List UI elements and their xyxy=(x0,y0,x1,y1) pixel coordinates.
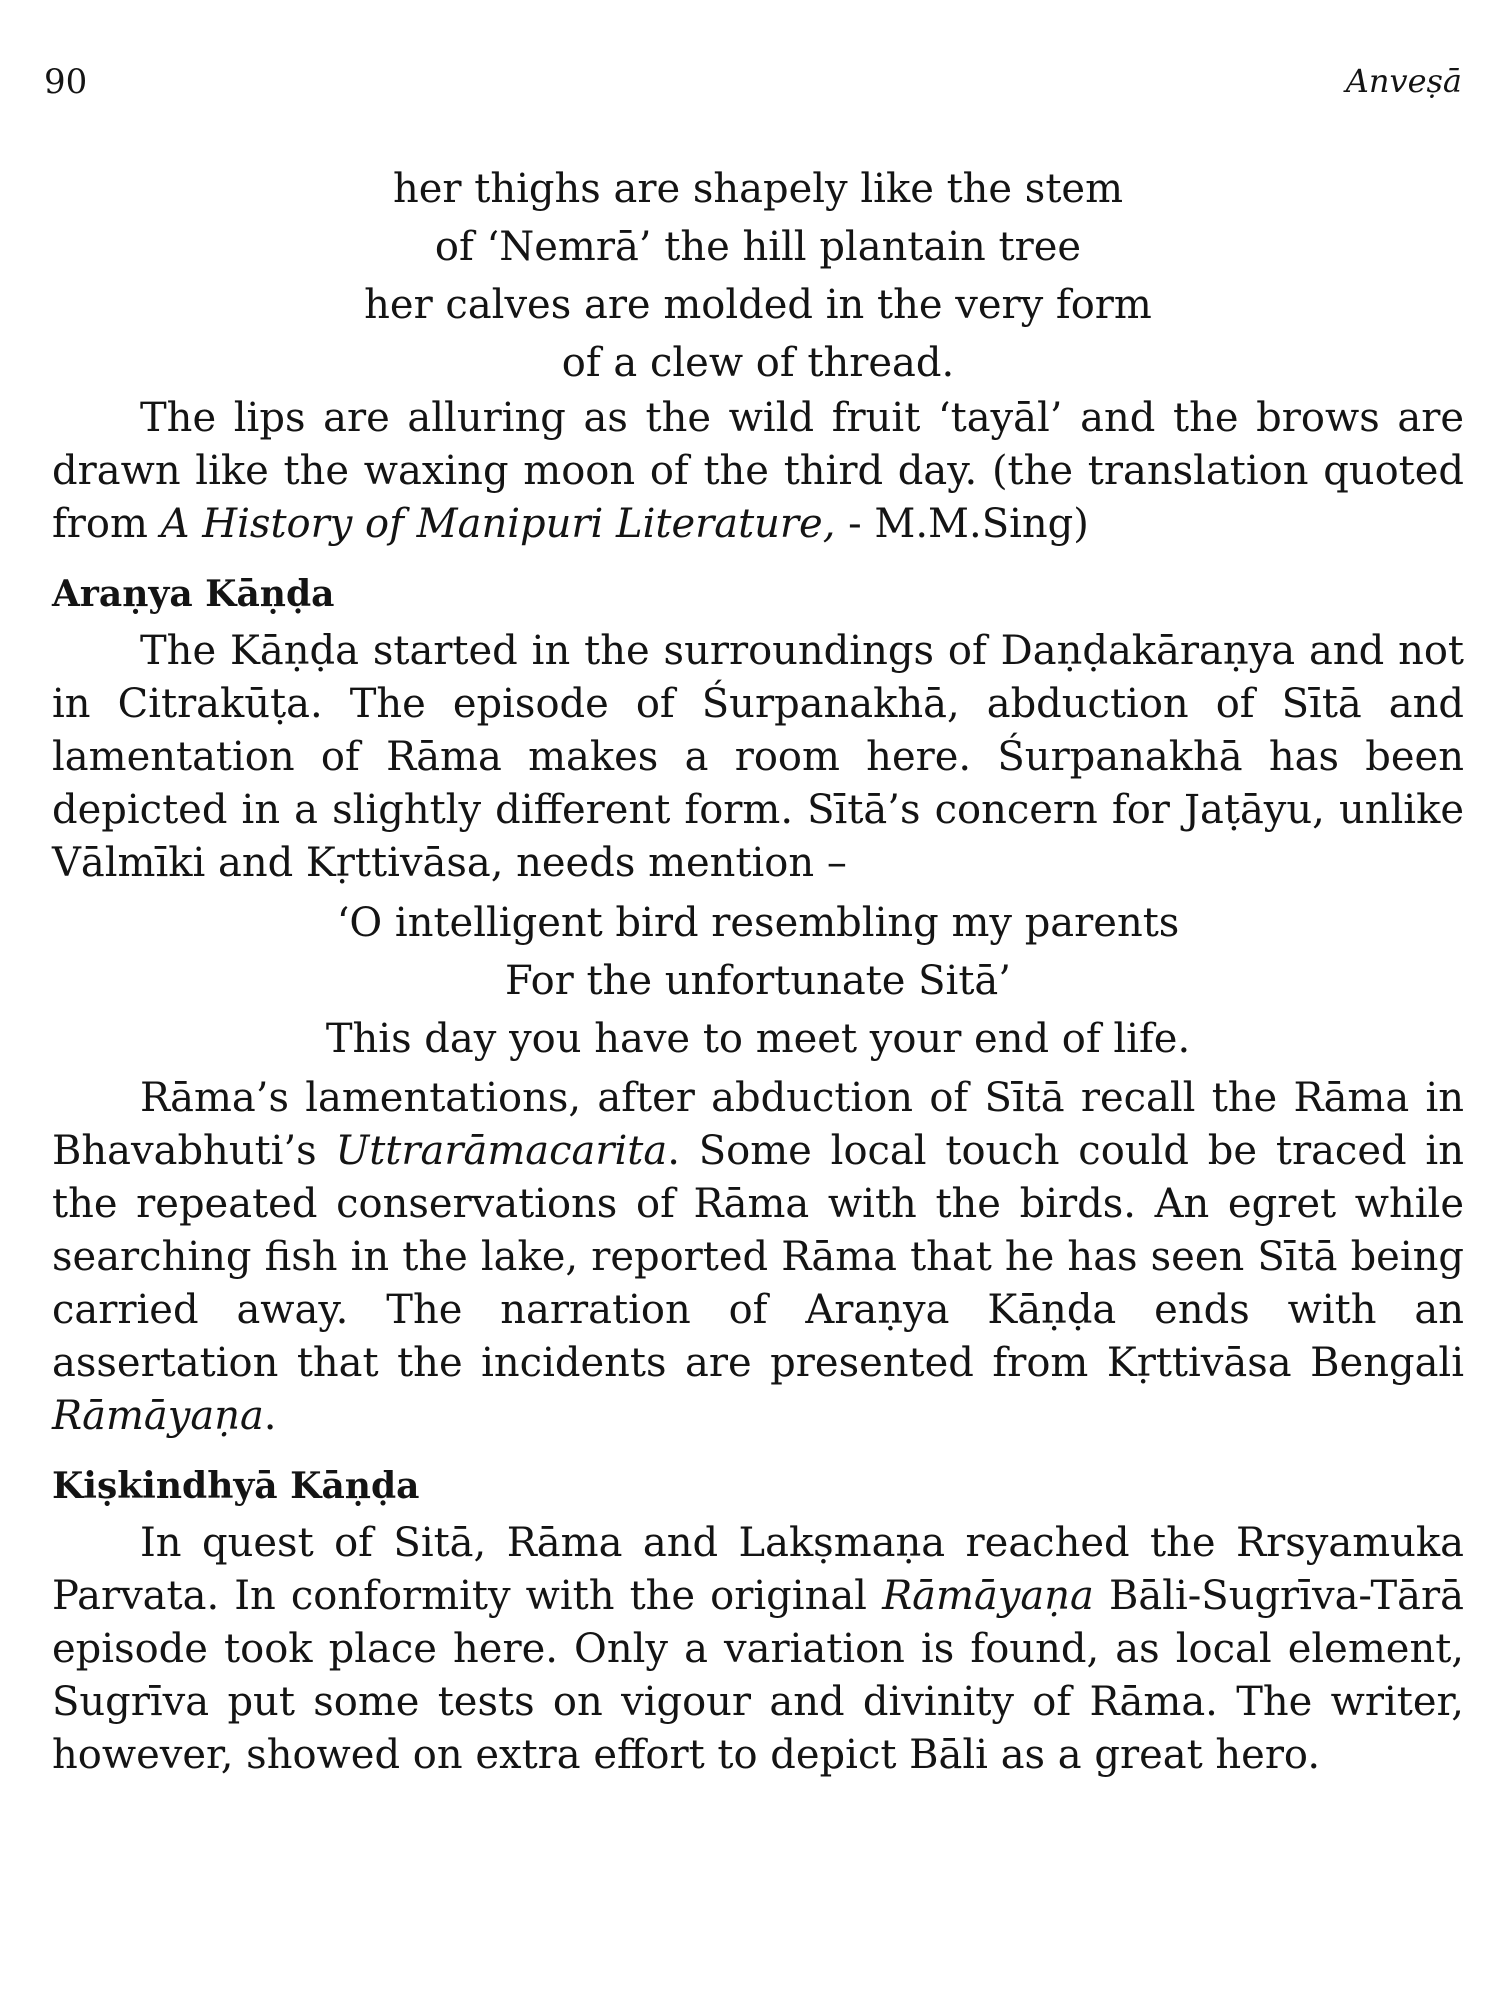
paragraph-text: Rāma’s lamentations, after abduction of Sītā recall the Rāma in Bhavabhuti’s xyxy=(52,1075,1464,1174)
running-title: Anveṣā xyxy=(1345,62,1462,100)
page-number: 90 xyxy=(44,62,88,102)
paragraph-text: - M.M.Sing) xyxy=(835,501,1089,547)
verse-line: of ‘Nemrā’ the hill plantain tree xyxy=(434,224,1082,270)
verse-line: her thighs are shapely like the stem xyxy=(392,166,1124,212)
book-title-italic: Rāmāyaṇa xyxy=(52,1393,264,1439)
body-text xyxy=(52,160,1464,1782)
verse-line: This day you have to meet your end of life. xyxy=(325,1016,1191,1062)
section-heading-aranya: Araṇya Kāṇḍa xyxy=(52,573,335,615)
paragraph-text: The lips are alluring as the wild fruit ‘tayāl’ and the brows are drawn like the waxing moon of the third day. (the translation quoted from xyxy=(52,395,1464,547)
paragraph-lips xyxy=(52,392,1464,551)
book-title-italic: A History of Manipuri Literature, xyxy=(160,501,836,547)
verse-block-1 xyxy=(52,160,1464,392)
book-title-italic: Rāmāyaṇa xyxy=(882,1573,1094,1619)
verse-line: of a clew of thread. xyxy=(561,340,955,386)
paragraph-lamentations xyxy=(52,1072,1464,1443)
verse-line: ‘O intelligent bird resembling my parents xyxy=(336,900,1180,946)
paragraph-kiskindhya xyxy=(52,1517,1464,1782)
verse-block-2 xyxy=(52,894,1464,1068)
book-title-italic: Uttrarāmacarita xyxy=(335,1128,668,1174)
section-heading-kiskindhya: Kiṣkindhyā Kāṇḍa xyxy=(52,1465,420,1507)
paragraph-text: . xyxy=(263,1393,277,1439)
paragraph-text: Bāli-Sugrīva-Tārā episode took place here. Only a variation is found, as local element, Sugrīva put some tests on vigour and divinity of Rāma. The writer, however, showed on extra effort to depict Bāli as a great hero. xyxy=(52,1573,1465,1778)
paragraph-text: . Some local touch could be traced in the repeated conservations of Rāma with the birds. An egret while searching fish in the lake, reported Rāma that he has seen Sītā being carried away. The narration of Araṇya Kāṇḍa ends with an assertation that the incidents are presented from Kṛttivāsa Bengali xyxy=(52,1128,1464,1386)
running-head xyxy=(44,62,1462,112)
paragraph-text: In quest of Sitā, Rāma and Lakṣmaṇa reached the Rrsyamuka Parvata. In conformity with the original xyxy=(52,1520,1464,1619)
verse-line: For the unfortunate Sitā’ xyxy=(505,958,1011,1004)
paragraph-aranya: The Kāṇḍa started in the surroundings of Daṇḍakāraṇya and not in Citrakūṭa. The episode of Śurpanakhā, abduction of Sītā and lamentation of Rāma makes a room here. Śurpanakhā has been depicted in a slightly different form. Sītā’s concern for Jaṭāyu, unlike Vālmīki and Kṛttivāsa, needs mention – xyxy=(52,628,1464,886)
verse-line: her calves are molded in the very form xyxy=(364,282,1152,328)
